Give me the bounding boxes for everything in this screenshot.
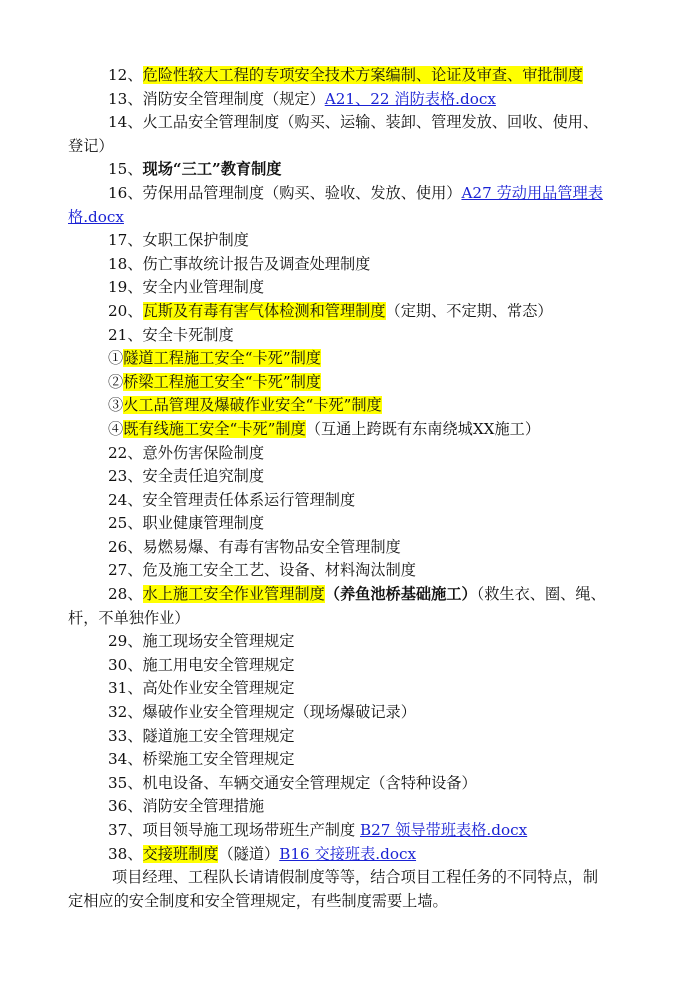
list-item-20: 20、瓦斯及有毒有害气体检测和管理制度（定期、不定期、常态） bbox=[108, 301, 553, 320]
list-item-36: 36、消防安全管理措施 bbox=[108, 797, 265, 816]
list-item-13: 13、消防安全管理制度（规定）A21、22 消防表格.docx bbox=[108, 89, 496, 108]
list-item-32: 32、爆破作业安全管理规定（现场爆破记录） bbox=[108, 703, 416, 722]
highlighted-text: 既有线施工安全“卡死”制度 bbox=[123, 419, 306, 438]
labor-supplies-link-cont[interactable]: 格.docx bbox=[68, 207, 124, 226]
list-item-28: 28、水上施工安全作业管理制度（养鱼池桥基础施工）（救生衣、圈、绳、 bbox=[108, 585, 606, 604]
document-body bbox=[68, 64, 638, 913]
list-item-23: 23、安全责任追究制度 bbox=[108, 467, 265, 486]
list-item-17: 17、女职工保护制度 bbox=[108, 231, 249, 250]
list-item-19: 19、安全内业管理制度 bbox=[108, 278, 265, 297]
list-item-24: 24、安全管理责任体系运行管理制度 bbox=[108, 490, 356, 509]
list-item-12: 12、危险性较大工程的专项安全技术方案编制、论证及审查、审批制度 bbox=[108, 66, 583, 84]
leader-shift-link[interactable]: B27 领导带班表格.docx bbox=[359, 821, 528, 839]
list-item-28-cont: 杆，不单独作业） bbox=[68, 608, 190, 627]
list-item-35: 35、机电设备、车辆交通安全管理规定（含特种设备） bbox=[108, 773, 477, 792]
closing-paragraph: 项目经理、工程队长请请假制度等等，结合项目工程任务的不同特点，制 bbox=[112, 868, 598, 887]
highlighted-text: 火工品管理及爆破作业安全“卡死”制度 bbox=[123, 396, 382, 415]
highlighted-text: 水上施工安全作业管理制度 bbox=[142, 585, 325, 604]
list-item-31: 31、高处作业安全管理规定 bbox=[108, 679, 295, 698]
sub-item-4: ④既有线施工安全“卡死”制度（互通上跨既有东南绕城XX施工） bbox=[108, 419, 541, 438]
list-item-30: 30、施工用电安全管理规定 bbox=[108, 655, 295, 674]
list-item-18: 18、伤亡事故统计报告及调查处理制度 bbox=[108, 254, 371, 273]
list-item-21: 21、安全卡死制度 bbox=[108, 325, 234, 344]
sub-item-2: ②桥梁工程施工安全“卡死”制度 bbox=[108, 372, 321, 391]
list-item-38: 38、交接班制度（隧道）B16 交接班表.docx bbox=[108, 844, 417, 863]
list-item-16: 16、劳保用品管理制度（购买、验收、发放、使用）A27 劳动用品管理表 bbox=[108, 183, 603, 202]
highlighted-text: 交接班制度 bbox=[142, 844, 219, 863]
closing-paragraph-cont: 定相应的安全制度和安全管理规定，有些制度需要上墙。 bbox=[68, 891, 448, 910]
sub-item-3: ③火工品管理及爆破作业安全“卡死”制度 bbox=[108, 396, 382, 415]
list-item-16-cont bbox=[68, 206, 638, 230]
list-item-14-cont: 登记） bbox=[68, 136, 114, 155]
labor-supplies-link[interactable]: A27 劳动用品管理表 bbox=[461, 183, 603, 202]
highlighted-text: 隧道工程施工安全“卡死”制度 bbox=[123, 349, 321, 368]
list-item-22: 22、意外伤害保险制度 bbox=[108, 443, 265, 462]
list-item-34: 34、桥梁施工安全管理规定 bbox=[108, 750, 295, 769]
fire-forms-link[interactable]: A21、22 消防表格.docx bbox=[324, 89, 496, 108]
shift-handover-link[interactable]: B16 交接班表.docx bbox=[279, 844, 417, 863]
list-item-26: 26、易燃易爆、有毒有害物品安全管理制度 bbox=[108, 537, 401, 556]
list-item-15: 15、现场“三工”教育制度 bbox=[108, 160, 282, 179]
list-item-27: 27、危及施工安全工艺、设备、材料淘汰制度 bbox=[108, 561, 416, 580]
list-item-29: 29、施工现场安全管理规定 bbox=[108, 632, 295, 651]
list-item-14: 14、火工品安全管理制度（购买、运输、装卸、管理发放、回收、使用、 bbox=[108, 113, 599, 132]
highlighted-text: 危险性较大工程的专项安全技术方案编制、论证及审查、审批制度 bbox=[142, 66, 583, 84]
list-item-37: 37、项目领导施工现场带班生产制度 B27 领导带班表格.docx bbox=[108, 821, 528, 839]
highlighted-text: 桥梁工程施工安全“卡死”制度 bbox=[123, 372, 321, 391]
sub-item-1: ①隧道工程施工安全“卡死”制度 bbox=[108, 349, 321, 368]
list-item-33: 33、隧道施工安全管理规定 bbox=[108, 726, 295, 745]
highlighted-text: 瓦斯及有毒有害气体检测和管理制度 bbox=[142, 301, 386, 320]
list-item-25: 25、职业健康管理制度 bbox=[108, 514, 265, 533]
